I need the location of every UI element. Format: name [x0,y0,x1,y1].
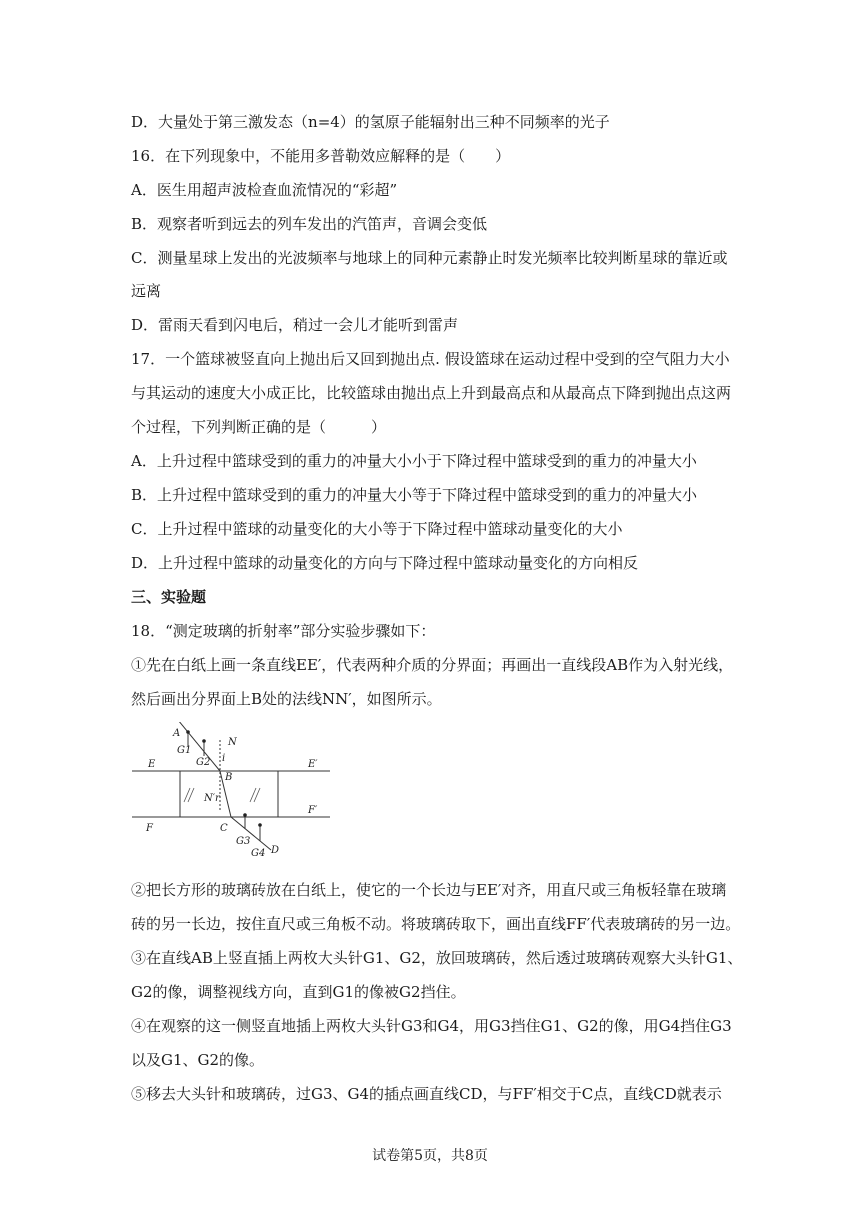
label-a: A [173,728,181,739]
step-5-line1: ⑤移去大头针和玻璃砖，过G3、G4的插点画直线CD，与FF′相交于C点，直线CD就表示 [131,1085,722,1103]
step-1-line1: ①先在白纸上画一条直线EE′，代表两种介质的分界面；再画出一直线段AB作为入射光线， [131,656,734,674]
label-n: N [228,737,237,748]
step-3-line2: G2的像，调整视线方向，直到G1的像被G2挡住。 [131,983,466,1001]
option-17b: B．上升过程中篮球受到的重力的冲量大小等于下降过程中篮球受到的重力的冲量大小 [131,486,698,504]
label-g2: G2 [196,757,211,768]
option-17c: C．上升过程中篮球的动量变化的大小等于下降过程中篮球动量变化的大小 [131,520,623,538]
question-17-line1: 17．一个篮球被竖直向上抛出后又回到抛出点. 假设篮球在运动过程中受到的空气阻力大小 [131,350,730,368]
step-4-line1: ④在观察的这一侧竖直地插上两枚大头针G3和G4，用G3挡住G1、G2的像，用G4挡住G3 [131,1017,732,1035]
label-d: D [271,845,280,856]
option-16c-line2: 远离 [131,282,162,300]
label-b: B [225,772,233,783]
label-f-prime: F′ [308,805,318,816]
pin-g3-head [243,813,247,817]
refraction-diagram [128,722,334,862]
label-g1: G1 [177,745,192,756]
option-16d: D．雷雨天看到闪电后，稍过一会儿才能听到雷声 [131,316,459,334]
pin-g2-head [202,739,206,743]
question-16: 16．在下列现象中，不能用多普勒效应解释的是（ ） [131,147,511,165]
label-g4: G4 [251,848,266,859]
option-16a: A．医生用超声波检查血流情况的“彩超” [131,181,398,199]
question-18: 18．“测定玻璃的折射率”部分实验步骤如下： [131,622,436,640]
option-15d: D．大量处于第三激发态（n=4）的氢原子能辐射出三种不同频率的光子 [131,113,610,131]
option-16c-line1: C．测量星球上发出的光波频率与地球上的同种元素静止时发光频率比较判断星球的靠近或 [131,249,728,267]
label-g3: G3 [236,836,251,847]
step-4-line2: 以及G1、G2的像。 [131,1051,265,1069]
label-e-prime: E′ [308,759,318,770]
step-2-line2: 砖的另一长边，按住直尺或三角板不动。将玻璃砖取下，画出直线FF′代表玻璃砖的另一边。 [131,915,741,933]
label-e: E [148,759,156,770]
label-i: i [222,753,226,764]
step-2-line1: ②把长方形的玻璃砖放在白纸上，使它的一个长边与EE′对齐，用直尺或三角板轻靠在玻璃 [131,881,727,899]
step-3-line1: ③在直线AB上竖直插上两枚大头针G1、G2，放回玻璃砖，然后透过玻璃砖观察大头针G1、 [131,949,743,967]
pin-g1-head [186,730,190,734]
option-17d: D．上升过程中篮球的动量变化的方向与下降过程中篮球动量变化的方向相反 [131,554,639,572]
step-1-line2: 然后画出分界面上B处的法线NN′，如图所示。 [131,690,442,708]
label-f: F [146,823,153,834]
label-n-prime-r: N′r [204,793,220,804]
question-17-line2: 与其运动的速度大小成正比，比较篮球由抛出点上升到最高点和从最高点下降到抛出点这两 [131,384,732,402]
option-17a: A．上升过程中篮球受到的重力的冲量大小小于下降过程中篮球受到的重力的冲量大小 [131,452,697,470]
pin-g4-head [258,823,262,827]
label-c: C [220,823,228,834]
option-16b: B．观察者听到远去的列车发出的汽笛声，音调会变低 [131,215,488,233]
question-17-line3: 个过程，下列判断正确的是（ ） [131,418,387,436]
page-footer: 试卷第5页，共8页 [372,1148,488,1164]
section-heading: 三、实验题 [131,588,207,606]
